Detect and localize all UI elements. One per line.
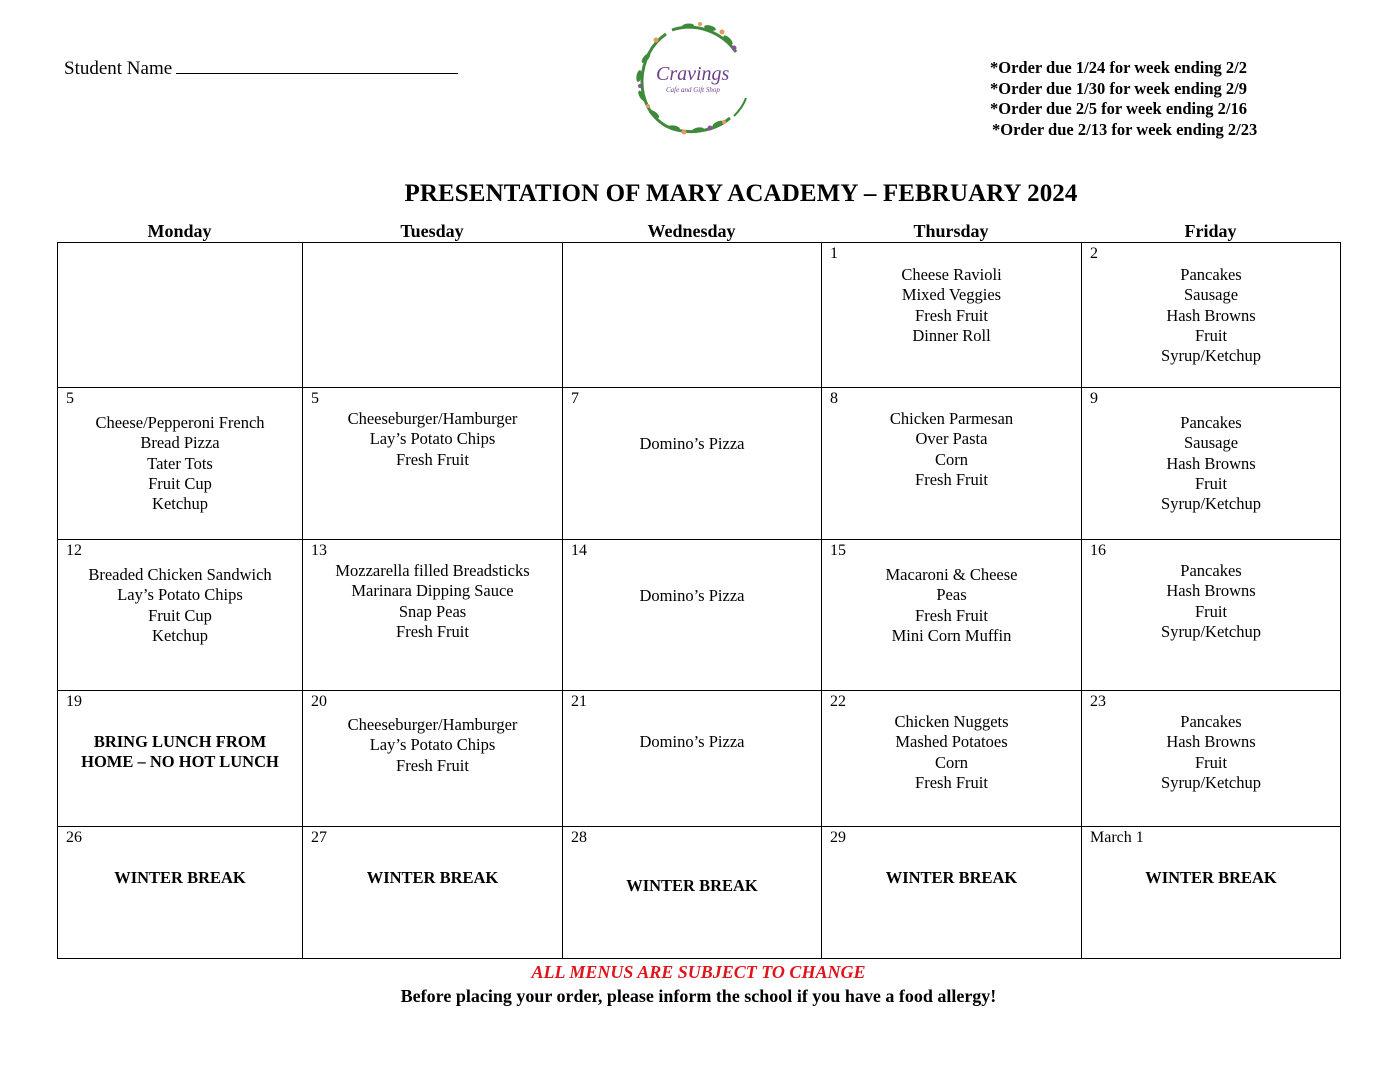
menu-item: Cheese/Pepperoni French: [95, 413, 265, 432]
order-deadlines: [990, 58, 1257, 140]
day-number: 28: [571, 829, 587, 846]
menu-items: [303, 561, 562, 642]
menu-item: Domino’s Pizza: [639, 732, 745, 751]
order-note: *Order due 1/30 for week ending 2/9: [990, 78, 1247, 98]
menu-item: Mozzarella filled Breadsticks: [335, 561, 530, 580]
menu-item: Peas: [936, 585, 967, 605]
order-note: *Order due 1/24 for week ending 2/2: [990, 58, 1247, 77]
menu-items: [1082, 561, 1340, 642]
menu-items: [563, 586, 821, 606]
calendar-day-cell: [1082, 388, 1341, 540]
day-number: 19: [66, 693, 82, 710]
day-number: 20: [311, 693, 327, 710]
menu-item: Tater Tots: [147, 453, 213, 473]
menu-item: Ketchup: [152, 494, 208, 514]
menu-item: Cheeseburger/Hamburger: [347, 715, 518, 734]
menu-items: [1082, 868, 1340, 888]
menu-items: [1082, 265, 1340, 366]
calendar-day-cell: [822, 827, 1082, 959]
day-number: 16: [1090, 542, 1106, 559]
calendar-week-row: [58, 243, 1341, 388]
calendar-day-cell: [303, 540, 563, 691]
menu-item: WINTER BREAK: [114, 868, 246, 887]
menu-item: Syrup/Ketchup: [1161, 346, 1261, 366]
menu-items: [822, 565, 1081, 646]
menu-item: Pancakes: [1180, 712, 1242, 731]
calendar-day-cell: [58, 388, 303, 540]
calendar-day-cell: [563, 540, 822, 691]
menu-item: Fresh Fruit: [396, 621, 469, 641]
calendar-day-cell: [563, 388, 822, 540]
day-number: 8: [830, 390, 838, 407]
menu-item: Fruit: [1194, 473, 1228, 493]
menu-item: Breaded Chicken Sandwich: [88, 565, 272, 584]
menu-item: Marinara Dipping Sauce: [351, 581, 514, 601]
day-number: 26: [66, 829, 82, 846]
calendar-day-cell: [303, 243, 563, 388]
menu-item: Pancakes: [1180, 561, 1242, 580]
menu-items: [822, 265, 1081, 346]
calendar-day-cell: [1082, 540, 1341, 691]
calendar-day-cell: [58, 691, 303, 827]
order-note: *Order due 2/13 for week ending 2/23: [992, 119, 1258, 139]
day-header-friday: Friday: [1184, 221, 1237, 241]
day-number: 15: [830, 542, 846, 559]
menu-item: Fruit: [1194, 325, 1228, 345]
day-header-monday: Monday: [147, 221, 212, 241]
menu-items: [58, 413, 302, 514]
menu-item: Fruit Cup: [148, 473, 212, 493]
menu-item: Fruit: [1194, 601, 1228, 621]
menu-items: [303, 868, 562, 888]
menu-item: Fruit Cup: [148, 605, 212, 625]
day-number: 14: [571, 542, 587, 559]
day-number: 29: [830, 829, 846, 846]
menu-item: Chicken Parmesan: [889, 409, 1014, 428]
student-name-label: Student Name: [64, 58, 173, 79]
menu-item: HOME – NO HOT LUNCH: [81, 752, 279, 772]
menu-item: Fresh Fruit: [396, 449, 469, 469]
menu-item: Corn: [935, 449, 968, 469]
menu-items: [822, 712, 1081, 793]
order-note: *Order due 2/5 for week ending 2/16: [990, 99, 1247, 118]
menu-item: Sausage: [1183, 433, 1239, 453]
calendar-day-cell: [58, 827, 303, 959]
calendar-week-row: [58, 540, 1341, 691]
calendar-day-cell: [58, 243, 303, 388]
menu-item: WINTER BREAK: [366, 868, 499, 887]
menu-items: [58, 868, 302, 888]
menu-item: Hash Browns: [1166, 581, 1256, 601]
day-number: 5: [66, 390, 74, 407]
menu-calendar: [57, 242, 1341, 959]
menu-item: Dinner Roll: [912, 325, 991, 345]
menu-items: [1082, 712, 1340, 793]
menu-items: [58, 732, 302, 773]
calendar-day-cell: [1082, 827, 1341, 959]
menu-item: Pancakes: [1180, 265, 1242, 284]
day-header-thursday: Thursday: [913, 221, 989, 241]
allergy-notice: Before placing your order, please inform the school if you have a food allergy!: [400, 986, 997, 1006]
calendar-day-cell: [303, 388, 563, 540]
menu-item: Corn: [935, 752, 968, 772]
menu-items: [563, 876, 821, 896]
calendar-week-row: [58, 691, 1341, 827]
day-number: 1: [830, 245, 838, 262]
menu-items: [1082, 413, 1340, 514]
menu-items: [822, 868, 1081, 888]
menu-item: Hash Browns: [1166, 305, 1256, 325]
menu-item: Lay’s Potato Chips: [369, 429, 496, 449]
day-number: 12: [66, 542, 82, 559]
menu-items: [303, 715, 562, 776]
day-number: 5: [311, 390, 319, 407]
menu-item: Lay’s Potato Chips: [117, 585, 243, 605]
menu-item: Syrup/Ketchup: [1161, 772, 1261, 792]
menu-item: WINTER BREAK: [626, 876, 758, 895]
calendar-day-cell: [58, 540, 303, 691]
day-number: March 1: [1090, 829, 1144, 846]
calendar-day-cell: [822, 243, 1082, 388]
menu-items: [822, 409, 1081, 490]
menu-item: Sausage: [1183, 285, 1239, 305]
menu-item: Fresh Fruit: [915, 469, 988, 489]
calendar-day-cell: [822, 540, 1082, 691]
menu-item: Mini Corn Muffin: [891, 625, 1012, 645]
day-number: 9: [1090, 390, 1098, 407]
calendar-day-cell: [563, 243, 822, 388]
menu-item: Cheese Ravioli: [901, 265, 1002, 284]
day-header-tuesday: Tuesday: [400, 221, 464, 241]
menu-item: Fresh Fruit: [915, 772, 988, 792]
day-header-wednesday: Wednesday: [647, 221, 736, 241]
day-number: 7: [571, 390, 579, 407]
menu-item: Macaroni & Cheese: [885, 565, 1018, 584]
menu-item: Pancakes: [1180, 413, 1242, 432]
calendar-day-cell: [822, 388, 1082, 540]
menu-item: BRING LUNCH FROM: [93, 732, 267, 751]
menu-change-notice: ALL MENUS ARE SUBJECT TO CHANGE: [531, 962, 866, 982]
menu-item: WINTER BREAK: [1145, 868, 1277, 887]
calendar-day-cell: [1082, 691, 1341, 827]
menu-item: Bread Pizza: [140, 433, 220, 453]
menu-items: [563, 732, 821, 752]
menu-item: Fresh Fruit: [915, 605, 988, 625]
menu-item: Over Pasta: [915, 429, 988, 449]
calendar-week-row: [58, 827, 1341, 959]
menu-item: Snap Peas: [398, 601, 467, 621]
menu-item: Hash Browns: [1166, 453, 1256, 473]
menu-item: WINTER BREAK: [885, 868, 1018, 887]
menu-item: Domino’s Pizza: [639, 586, 745, 605]
menu-item: Cheeseburger/Hamburger: [347, 409, 518, 428]
calendar-day-cell: [303, 691, 563, 827]
menu-item: Mixed Veggies: [901, 285, 1002, 305]
day-number: 2: [1090, 245, 1098, 262]
menu-item: Hash Browns: [1166, 732, 1256, 752]
wreath-icon: [626, 18, 748, 142]
page-title: PRESENTATION OF MARY ACADEMY – FEBRUARY 2024: [404, 180, 1078, 207]
day-number: 22: [830, 693, 846, 710]
menu-item: Fresh Fruit: [915, 305, 988, 325]
menu-items: [58, 565, 302, 646]
menu-item: Ketchup: [152, 625, 208, 645]
calendar-day-cell: [563, 827, 822, 959]
svg-text:Cafe and Gift Shop: Cafe and Gift Shop: [666, 86, 720, 94]
menu-item: Syrup/Ketchup: [1161, 621, 1261, 641]
cravings-logo: [626, 18, 748, 142]
day-number: 27: [311, 829, 327, 846]
day-number: 23: [1090, 693, 1106, 710]
menu-item: Fruit: [1194, 752, 1228, 772]
student-name-field: [64, 57, 458, 80]
calendar-day-cell: [563, 691, 822, 827]
menu-items: [563, 434, 821, 454]
student-name-blank: [176, 57, 458, 74]
day-number: 13: [311, 542, 327, 559]
menu-item: Chicken Nuggets: [894, 712, 1009, 731]
menu-items: [303, 409, 562, 470]
calendar-week-row: [58, 388, 1341, 540]
menu-item: Syrup/Ketchup: [1161, 494, 1261, 514]
calendar-day-cell: [303, 827, 563, 959]
menu-item: Domino’s Pizza: [639, 434, 745, 453]
menu-item: Mashed Potatoes: [895, 732, 1008, 752]
svg-text:Cravings: Cravings: [656, 63, 730, 85]
calendar-day-cell: [1082, 243, 1341, 388]
day-number: 21: [571, 693, 587, 710]
menu-item: Lay’s Potato Chips: [369, 735, 496, 755]
menu-item: Fresh Fruit: [396, 755, 469, 775]
calendar-day-cell: [822, 691, 1082, 827]
